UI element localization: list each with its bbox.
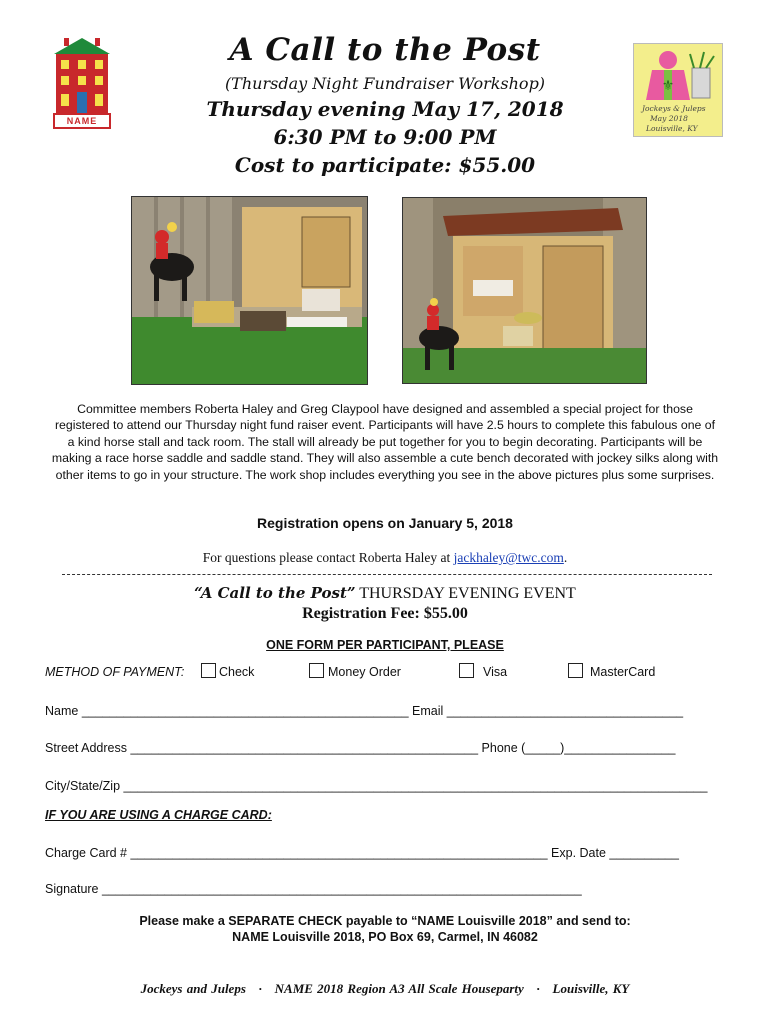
cut-line-divider bbox=[62, 574, 712, 575]
name-logo-label: NAME bbox=[66, 116, 98, 126]
svg-text:⚜: ⚜ bbox=[661, 78, 675, 94]
mastercard-checkbox[interactable] bbox=[568, 663, 583, 678]
one-form-notice: ONE FORM PER PARTICIPANT, PLEASE bbox=[266, 638, 504, 652]
event-cost: Cost to participate: $55.00 bbox=[234, 153, 536, 177]
registration-opens: Registration opens on January 5, 2018 bbox=[257, 515, 513, 531]
check-label: Check bbox=[219, 665, 255, 679]
right-logo-text-2: May 2018 bbox=[650, 114, 688, 123]
registration-fee: Registration Fee: $55.00 bbox=[302, 605, 468, 622]
check-checkbox[interactable] bbox=[201, 663, 216, 678]
money-order-checkbox[interactable] bbox=[309, 663, 324, 678]
form-event-title bbox=[0, 584, 770, 603]
name-email-field[interactable]: Name _______________________________________________ Email __________________________________ bbox=[45, 704, 684, 718]
payment-instructions bbox=[0, 913, 770, 945]
mastercard-label: MasterCard bbox=[590, 665, 656, 679]
page-subtitle: (Thursday Night Fundraiser Workshop) bbox=[224, 74, 546, 93]
payment-method-label: METHOD OF PAYMENT: bbox=[45, 665, 185, 679]
form-event-name: “A Call to the Post” bbox=[194, 584, 356, 602]
event-date: Thursday evening May 17, 2018 bbox=[206, 97, 564, 121]
visa-checkbox[interactable] bbox=[459, 663, 474, 678]
right-logo-text-1: Jockeys & Juleps bbox=[642, 104, 706, 113]
page-title: A Call to the Post bbox=[229, 32, 541, 68]
charge-card-heading: IF YOU ARE USING A CHARGE CARD: bbox=[45, 808, 272, 822]
page-footer: Jockeys and Juleps · NAME 2018 Region A3 All Scale Houseparty · Louisville, KY bbox=[140, 981, 630, 996]
signature-field[interactable]: Signature _____________________________________________________________________ bbox=[45, 882, 582, 896]
street-phone-field[interactable]: Street Address __________________________________________________ Phone (_____)________________ bbox=[45, 741, 676, 755]
contact-suffix: . bbox=[563, 550, 568, 565]
money-order-label: Money Order bbox=[328, 665, 401, 679]
city-state-zip-field[interactable]: City/State/Zip ____________________________________________________________________________________ bbox=[45, 779, 708, 793]
visa-label: Visa bbox=[483, 665, 508, 679]
event-time: 6:30 PM to 9:00 PM bbox=[273, 125, 497, 149]
payment-instructions-line2: NAME Louisville 2018, PO Box 69, Carmel, IN 46082 bbox=[232, 930, 538, 944]
contact-line bbox=[0, 550, 770, 566]
horse-stall-photo-right bbox=[402, 197, 647, 384]
charge-card-field[interactable]: Charge Card # ____________________________________________________________ Exp. Date __________ bbox=[45, 846, 679, 860]
horse-stall-photo-left bbox=[131, 196, 368, 385]
right-logo-text-3: Louisville, KY bbox=[646, 124, 698, 133]
contact-email-link[interactable]: jackhaley@twc.com bbox=[453, 550, 564, 565]
workshop-description: Committee members Roberta Haley and Greg Claypool have designed and assembled a special project for those registered to attend our Thursday night fund raiser event. Participants will have 2.5 hours to complete this fabulous one of a kind horse stall and tack room. The stall will already be put together for you to begin decorating. Participants will be making a race horse saddle and saddle stand. They will also assemble a cute bench decorated with jockey silks along with other items to go in your structure. The work shop includes everything you see in the above pictures plus some surprises. bbox=[51, 402, 719, 482]
form-event-caps: THURSDAY EVENING EVENT bbox=[355, 585, 576, 602]
contact-prefix: For questions please contact Roberta Haley at bbox=[202, 550, 454, 565]
payment-instructions-line1: Please make a SEPARATE CHECK payable to “NAME Louisville 2018” and send to: bbox=[139, 914, 631, 928]
